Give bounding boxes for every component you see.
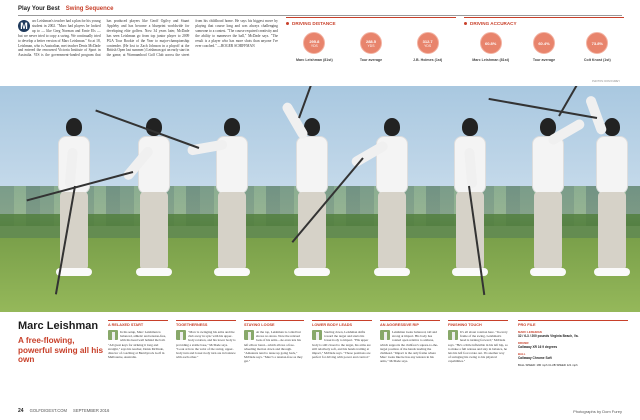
stat-circle	[533, 32, 555, 54]
pro-file-title: PRO FILE	[518, 320, 628, 327]
golfer-torso	[532, 136, 564, 194]
thumbnail-icon	[380, 330, 390, 340]
stat-unit: YDS	[424, 43, 432, 48]
golfer-torso	[296, 136, 328, 194]
caption-body: It's all about rotation here. "In every frame of the swing, Leishman's head is turning forward," McDade says. "He's a little inflexible in his left hip, so to make a full release and stay in balance, he lets his left foot rotate out. It's another way of swinging his swing to his physical capabilities."	[448, 330, 508, 364]
header-divider	[18, 15, 622, 16]
stat-label: Colt Knost (1st)	[583, 58, 611, 62]
profile-label: BALL	[518, 352, 526, 356]
bullet-icon	[286, 22, 289, 25]
driving-distance-circles	[286, 32, 456, 62]
profile-speeds: BALL SPEED: 180 mph CLUB SPEED 121 mph	[518, 363, 578, 367]
footer-left	[18, 408, 109, 414]
golfer-shoes	[530, 268, 566, 276]
golfer-shoes	[136, 268, 172, 276]
golfer-legs	[140, 192, 168, 270]
photo-credit-top: PHOTOS: DOM FUREY	[592, 80, 620, 83]
golfer-head	[224, 118, 240, 136]
stat-value: 312.7	[422, 38, 433, 44]
golfer-frame-4	[276, 108, 346, 298]
intro-text	[18, 19, 278, 79]
stat-item	[347, 32, 395, 62]
golfer-frame-8	[576, 108, 640, 298]
golfer-frame-6	[434, 108, 504, 298]
driving-distance-box	[286, 17, 456, 77]
golfer-head	[66, 118, 82, 136]
golfer-legs	[218, 192, 246, 270]
golfer-frame-1	[38, 108, 108, 298]
thumbnail-icon	[312, 330, 322, 340]
caption-column	[380, 320, 440, 364]
thumbnail-icon	[244, 330, 254, 340]
caption-column	[312, 320, 372, 359]
stat-item	[467, 32, 515, 62]
caption-body: In his setup, Marc Leishman is balanced, athletic and tension-free, with his head well behind the ball. "All great keys for striking it long and straight," says his teacher, Denis McDade, director of coaching at Barnbyrock Golf in Melbourne, Australia.	[108, 330, 167, 360]
pro-file-box	[518, 320, 628, 367]
stat-circle	[417, 32, 439, 54]
golfer-legs	[534, 192, 562, 270]
caption-title: LOWER BODY LEADS	[312, 320, 372, 327]
caption-body-wrap	[244, 330, 304, 364]
stat-circle	[360, 32, 382, 54]
caption-body: "Marc is swinging his arms and the club away in sync with his upper-body rotation, and his lower body is providing a stable base," McDade says. "Look at how the wrist of the swing, upper-body turn and lower-body turn are in balance with each other."	[176, 330, 236, 360]
intro-body: arc Leishman's teacher had a plan for his young student in 2002. "Marc had players he looked up to — like Greg Norman and Ernie Els — but we never tried to copy a swing. We continually tried to develop a better version of Marc Leishman." So at 18, Leishman, who is Australian, met teacher Denis McDade and entered the renowned Victoria Institute of Sport in Australia. VIS is the government-funded program that has produced players like Geoff Ogilvy and Stuart Appleby and has become a blueprint worldwide for developing elite golfers. Now 34 years later, McDade has seen Leishman go from top junior player to 2009 PGA Tour Rookie of the Year to major-championship contender. (He lost to Zach Johnson in a playoff at the British Open last summer.) Leishman got an early start in the game, at Warrnambool Golf Club across the street from his childhood home. He says his biggest move by playing that course long and was always challenging someone to a contest. "The course required creativity and the ability to maneuver the ball," McDade says. "The result is a player who has more shots than anyone I've ever coached." —ROGER SCHIFFMAN	[18, 19, 278, 58]
stat-unit: YDS	[310, 43, 318, 48]
stat-item	[573, 32, 621, 62]
caption-body-wrap	[448, 330, 508, 364]
stat-circle	[480, 32, 502, 54]
golfer-frame-3	[196, 108, 266, 298]
driving-accuracy-circles	[464, 32, 624, 62]
stat-label: Tour average	[359, 58, 383, 62]
golfer-legs	[60, 192, 88, 270]
caption-column	[176, 320, 236, 359]
golfer-torso	[596, 136, 628, 194]
caption-column	[448, 320, 508, 364]
section-header	[18, 6, 113, 12]
golfer-shoes	[214, 268, 250, 276]
golfer-frame-7	[512, 108, 582, 298]
profile-label: MARC LEISHMAN	[518, 330, 542, 334]
golfer-frame-2	[118, 108, 188, 298]
stat-label: Tour average	[532, 58, 556, 62]
caption-title: A RELAXED START	[108, 320, 168, 327]
caption-body-wrap	[176, 330, 236, 359]
stat-circle	[586, 32, 608, 54]
issue-date: SEPTEMBER 2016	[73, 408, 110, 413]
caption-section	[0, 318, 640, 408]
golfer-shoes	[56, 268, 92, 276]
golfer-legs	[378, 192, 406, 270]
caption-title: STAYING LOOSE	[244, 320, 304, 327]
golfer-head	[384, 118, 400, 136]
thumbnail-icon	[176, 330, 186, 340]
section-subtitle: Swing Sequence	[65, 6, 114, 12]
stat-label: Marc Leishman (81st)	[472, 58, 510, 62]
stat-value: 73.8%	[591, 40, 603, 46]
golfer-head	[462, 118, 478, 136]
stat-value: 295.8	[309, 38, 320, 44]
player-name: Marc Leishman	[18, 320, 99, 332]
caption-column	[244, 320, 304, 364]
profile-label: DRIVER	[518, 341, 529, 345]
caption-title: FINISHING TOUCH	[448, 320, 508, 327]
section-title: Play Your Best	[18, 6, 60, 12]
golfer-legs	[598, 192, 626, 270]
thumbnail-icon	[448, 330, 458, 340]
thumbnail-icon	[108, 330, 118, 340]
profile-value: Callaway XR 16 9 degrees	[518, 345, 558, 349]
driving-accuracy-box	[464, 17, 624, 77]
stat-item	[404, 32, 452, 62]
profile-value: 32 / 6-3 / 200 pounds Virginia Beach, Va.	[518, 334, 579, 338]
caption-body: Starting down, Leishman shifts toward the target and starts his lower-body to impact. "His upper body is still closed to the target, his arms are still relatively soft, and his hands trailing at impact," McDade says. "Those positions are perfect for driving with power and control."	[312, 330, 371, 360]
caption-body-wrap	[312, 330, 372, 359]
bullet-icon	[464, 22, 467, 25]
driving-accuracy-title-row	[464, 21, 624, 26]
golfer-shoes	[294, 268, 330, 276]
stat-circle	[303, 32, 325, 54]
stat-item	[290, 32, 338, 62]
caption-title: TOGETHERNESS	[176, 320, 236, 327]
player-tagline: A free-flowing, powerful swing all his own	[18, 336, 104, 365]
caption-body: Leishman looks balanced, tall and strong at impact. His body has rotated open relative to address, which supports the clubface's square-to-the-target position of the hands leading the clubhead. "Impact is the only frame where Marc looks like he has any tension in his arms," McDade says.	[380, 330, 439, 364]
swing-sequence-photo	[0, 86, 640, 312]
stat-label: Marc Leishman (81st)	[295, 58, 333, 62]
golfer-shoes	[374, 268, 410, 276]
golfer-shoes	[594, 268, 630, 276]
stat-value: 60.4%	[538, 40, 550, 46]
driving-accuracy-title: DRIVING ACCURACY	[470, 21, 517, 26]
golfer-head	[604, 118, 620, 136]
caption-title: AN AGGRESSIVE RIP	[380, 320, 440, 327]
stat-item	[520, 32, 568, 62]
caption-body: At the top, Leishman is coiled but shows no stress. Note the relaxed look of his arms—he even lets his left elbow bend—which allows a free-wheeling motion down and through. "Amateurs tend to tense up going back," McDade says. "Marc's a tension-free as they get."	[244, 330, 303, 364]
stat-value: 60.8%	[484, 40, 497, 46]
stat-unit: YDS	[367, 43, 375, 48]
stat-label: J.B. Holmes (1st)	[413, 58, 443, 62]
caption-body-wrap	[108, 330, 168, 359]
driving-distance-title: DRIVING DISTANCE	[292, 21, 336, 26]
caption-column	[108, 320, 168, 359]
photo-credit: Photographs by Dom Furey	[573, 409, 622, 414]
driving-distance-title-row	[286, 21, 456, 26]
profile-value: Callaway Chrome Soft	[518, 356, 552, 360]
dropcap-badge: M	[18, 20, 30, 32]
caption-body-wrap	[380, 330, 440, 364]
publication-url: GOLFDIGEST.COM	[29, 408, 68, 413]
golf-club	[298, 86, 338, 118]
golfer-frame-5	[356, 108, 426, 298]
page-number: 24	[18, 408, 24, 414]
stat-value: 288.5	[365, 38, 376, 44]
